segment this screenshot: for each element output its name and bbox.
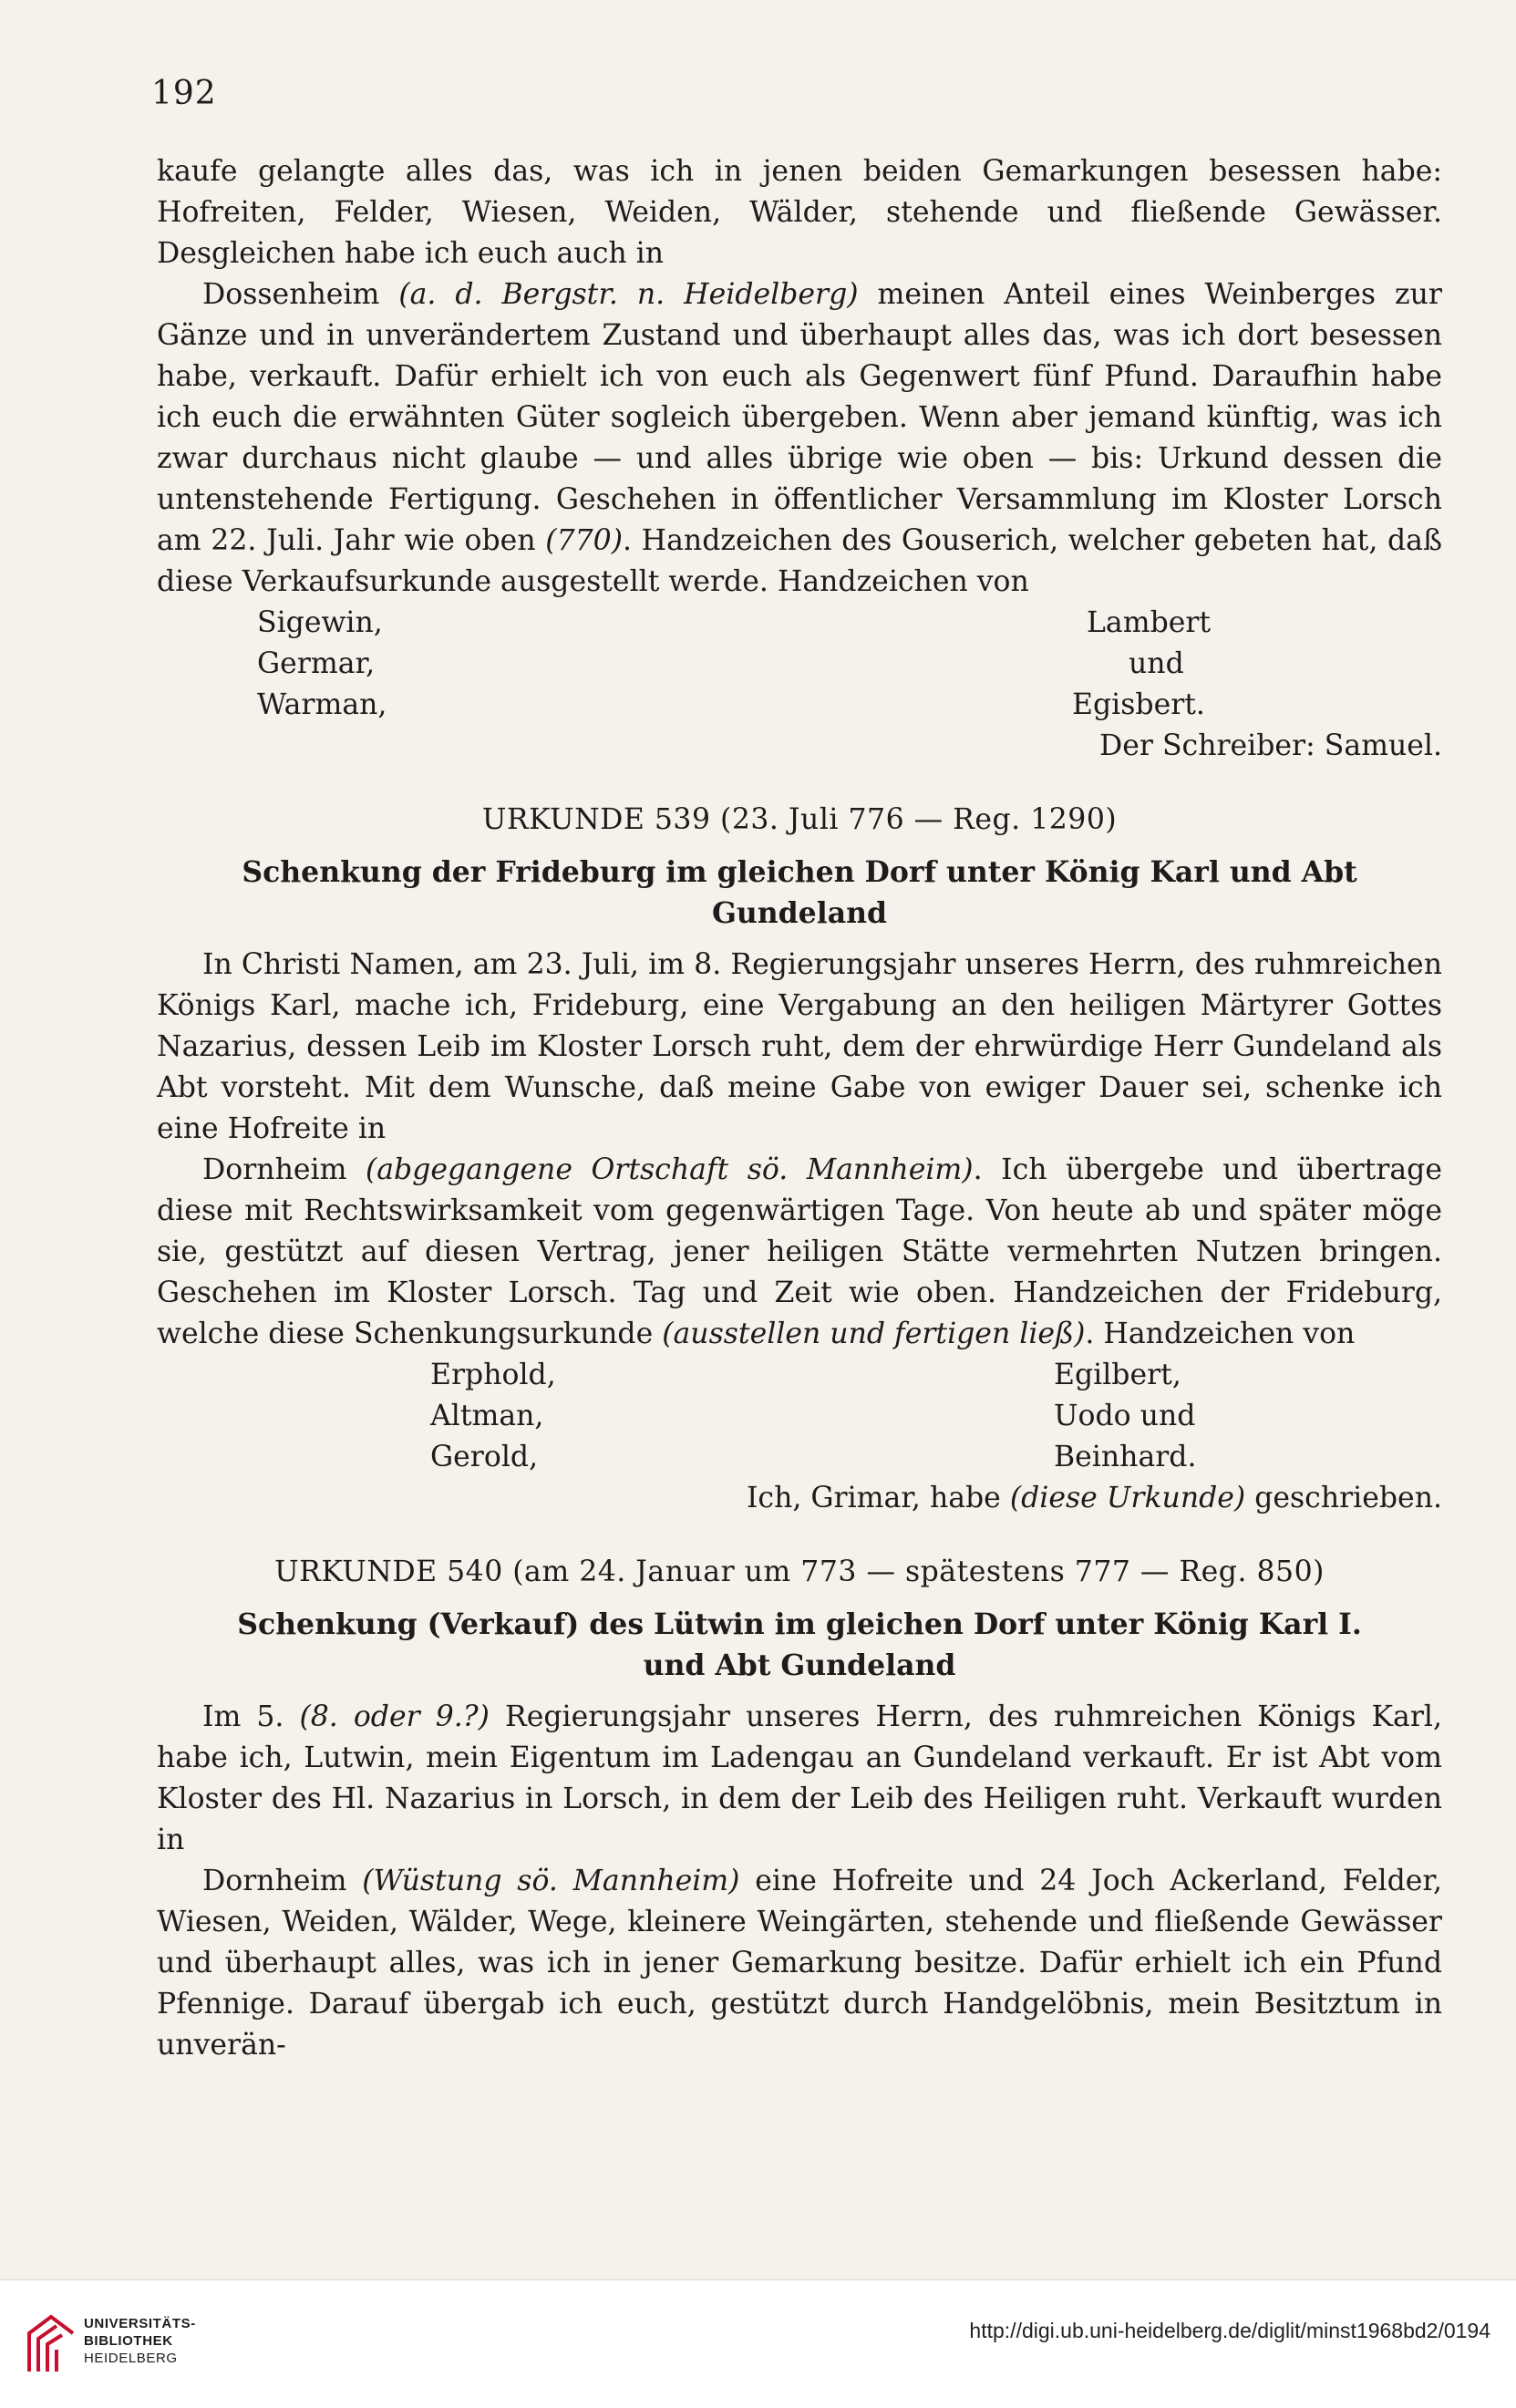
paragraph: In Christi Namen, am 23. Juli, im 8. Regierungsjahr unseres Herrn, des ruhmreichen Königs Karl, mache ich, Frideburg, eine Vergabung an den heiligen Märtyrer Gottes Nazarius, dessen Leib im Kloster Lorsch ruht, dem der ehrwürdige Herr Gundeland als Abt vorsteht. Mit dem Wunsche, daß meine Gabe von ewiger Dauer sei, schenke ich eine Hofreite in: [157, 948, 1442, 1145]
scribe-line: Der Schreiber: Samuel.: [1099, 729, 1442, 762]
paragraph: Im 5. (8. oder 9.?) Regierungsjahr unseres Herrn, des ruhmreichen Königs Karl, habe ich, Lutwin, mein Eigentum im Ladengau an Gundeland verkauft. Er ist Abt vom Kloster des Hl. Nazarius in Lorsch, in dem der Leib des Heiligen ruht. Verkauft wurden in: [157, 1700, 1442, 1856]
document-heading: URKUNDE 539 (23. Juli 776 — Reg. 1290): [481, 803, 1118, 836]
signature-row: Altman, Uodo und: [430, 1400, 1196, 1432]
editorial-note: (8. oder 9.?): [299, 1700, 490, 1733]
editorial-note: (abgegangene Ortschaft sö. Mannheim): [365, 1153, 974, 1186]
editorial-note: (ausstellen und fertigen ließ): [662, 1318, 1086, 1350]
signature-row: Germar, und: [257, 647, 1184, 680]
signature-row: Gerold, Beinhard.: [430, 1441, 1197, 1473]
editorial-note: (diese Urkunde): [1009, 1482, 1246, 1514]
paragraph: Dornheim (Wüstung sö. Mannheim) eine Hofreite und 24 Joch Ackerland, Felder, Wiesen, Weiden, Wälder, Wege, kleinere Weingärten, stehende und fließende Gewässer und überhaupt alles, was ich in jener Gemarkung besitze. Dafür erhielt ich ein Pfund Pfennige. Darauf übergab ich euch, gestützt durch Handgelöbnis, mein Besitztum in unverän-: [157, 1865, 1443, 2062]
signature-row: Erphold, Egilbert,: [430, 1359, 1181, 1391]
editorial-note: (a. d. Bergstr. n. Heidelberg): [398, 278, 859, 311]
paragraph: kaufe gelangte alles das, was ich in jenen beiden Gemarkungen besessen habe: Hofreiten, Felder, Wiesen, Weiden, Wälder, stehende und fließende Gewässer. Desgleichen habe ich euch auch in: [157, 155, 1442, 270]
signature-row: Warman, Egisbert.: [257, 688, 1205, 721]
document-subheading: Schenkung der Frideburg im gleichen Dorf unter König Karl und Abt Gundeland: [242, 855, 1357, 930]
paragraph: Dornheim (abgegangene Ortschaft sö. Mannheim). Ich übergebe und übertrage diese mit Rechtswirksamkeit vom gegenwärtigen Tage. Von heute ab und später möge sie, gestützt auf diesen Vertrag, jener heiligen Stätte vermehrten Nutzen bringen. Geschehen im Kloster Lorsch. Tag und Zeit wie oben. Handzeichen der Frideburg, welche diese Schenkungsurkunde (ausstellen und fertigen ließ). Handzeichen von: [157, 1153, 1442, 1350]
signature-row: Sigewin, Lambert: [257, 606, 1212, 639]
editorial-note: (770): [545, 524, 623, 557]
document-subheading: und Abt Gundeland: [643, 1648, 956, 1682]
footer-bar: [0, 2279, 1516, 2408]
page-number: 192: [151, 75, 217, 112]
library-logo-icon: [26, 2313, 77, 2375]
document-subheading: Schenkung (Verkauf) des Lütwin im gleichen Dorf unter König Karl I.: [237, 1607, 1362, 1641]
scribe-line: Ich, Grimar, habe (diese Urkunde) geschrieben.: [746, 1482, 1442, 1514]
library-logo-text: UNIVERSITÄTS- BIBLIOTHEK HEIDELBERG: [84, 2316, 196, 2366]
document-heading: URKUNDE 540 (am 24. Januar um 773 — spätestens 777 — Reg. 850): [274, 1555, 1325, 1588]
editorial-note: (Wüstung sö. Mannheim): [362, 1865, 740, 1897]
permalink[interactable]: http://digi.ub.uni-heidelberg.de/diglit/minst1968bd2/0194: [969, 2319, 1490, 2342]
page-body: [157, 151, 1442, 2066]
paragraph: Dossenheim (a. d. Bergstr. n. Heidelberg) meinen Anteil eines Weinberges zur Gänze und in unverändertem Zustand und überhaupt alles das, was ich dort besessen habe, verkauft. Dafür erhielt ich von euch als Gegenwert fünf Pfund. Daraufhin habe ich euch die erwähnten Güter sogleich übergeben. Wenn aber jemand künftig, was ich zwar durchaus nicht glaube — und alles übrige wie oben — bis: Urkund dessen die untenstehende Fertigung. Geschehen in öffentlicher Versammlung im Kloster Lorsch am 22. Juli. Jahr wie oben (770). Handzeichen des Gouserich, welcher gebeten hat, daß diese Verkaufsurkunde ausgestellt werde. Handzeichen von: [157, 278, 1442, 598]
